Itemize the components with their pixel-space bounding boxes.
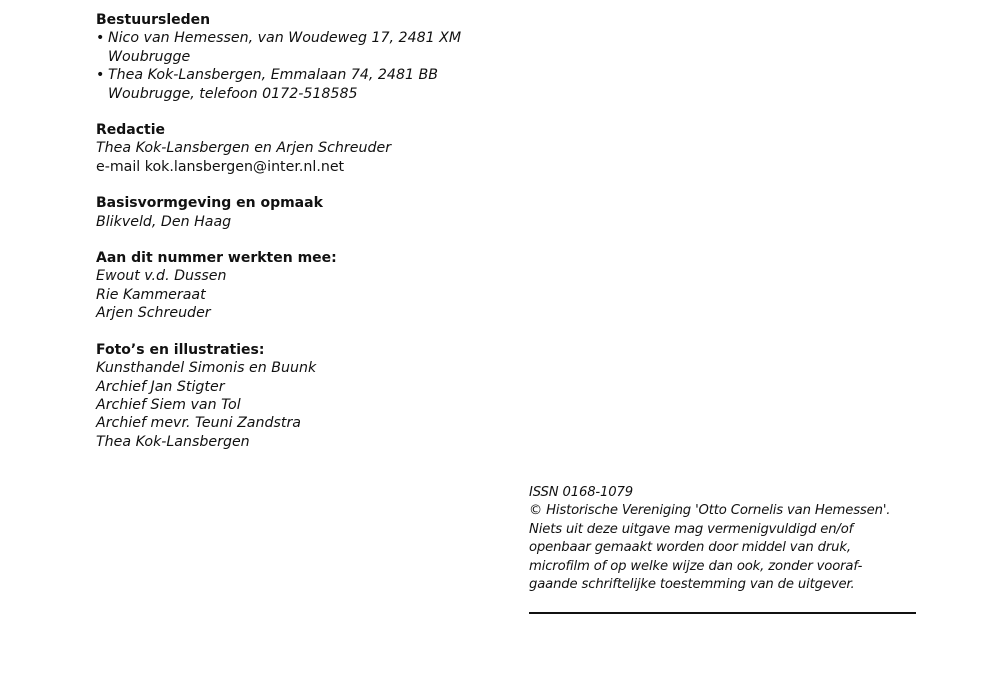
editors-heading: Redactie	[96, 122, 166, 139]
design-heading: Basisvormgeving en opmaak	[96, 195, 323, 212]
board-heading: Bestuursleden	[96, 12, 211, 28]
rights-line: gaande schriftelijke toestemming van de uitgever.	[529, 577, 855, 593]
rights-line: openbaar gemaakt worden door middel van druk,	[529, 540, 851, 556]
board-member-address: • Nico van Hemessen, van Woudeweg 17, 2481 XM	[96, 29, 516, 47]
board-member-address: • Thea Kok-Lansbergen, Emmalaan 74, 2481 BB	[96, 66, 516, 84]
credits-column	[96, 11, 516, 469]
editors-section	[96, 121, 516, 176]
board-member-address-cont: Woubrugge, telefoon 0172-518585	[108, 85, 358, 102]
photo-source: Archief Jan Stigter	[96, 378, 225, 395]
editors-names: Thea Kok-Lansbergen en Arjen Schreuder	[96, 140, 392, 157]
board-section	[96, 11, 516, 103]
contributors-heading: Aan dit nummer werkten mee:	[96, 250, 337, 267]
copyright-line: © Historische Vereniging 'Otto Cornelis van Hemessen'.	[529, 503, 891, 519]
photo-source: Thea Kok-Lansbergen	[96, 433, 250, 450]
board-member-address-cont: Woubrugge	[108, 48, 191, 65]
editors-email: e-mail kok.lansbergen@inter.nl.net	[96, 158, 345, 175]
rights-line: Niets uit deze uitgave mag vermenigvuldigd en/of	[529, 521, 854, 537]
contributor-name: Ewout v.d. Dussen	[96, 268, 227, 285]
rights-line: microfilm of op welke wijze dan ook, zonder vooraf-	[529, 558, 863, 574]
colophon	[529, 484, 919, 594]
photos-section	[96, 341, 516, 451]
colophon-divider	[529, 612, 916, 614]
board-member	[96, 66, 516, 103]
photos-heading: Foto’s en illustraties:	[96, 341, 265, 358]
photo-source: Archief mevr. Teuni Zandstra	[96, 415, 301, 432]
design-value: Blikveld, Den Haag	[96, 213, 232, 230]
design-section	[96, 194, 516, 231]
photo-source: Archief Siem van Tol	[96, 396, 241, 413]
board-member	[96, 29, 516, 66]
contributors-section	[96, 249, 516, 323]
issn-line: ISSN 0168-1079	[529, 485, 633, 500]
contributor-name: Arjen Schreuder	[96, 305, 211, 322]
contributor-name: Rie Kammeraat	[96, 286, 206, 303]
photo-source: Kunsthandel Simonis en Buunk	[96, 360, 317, 377]
